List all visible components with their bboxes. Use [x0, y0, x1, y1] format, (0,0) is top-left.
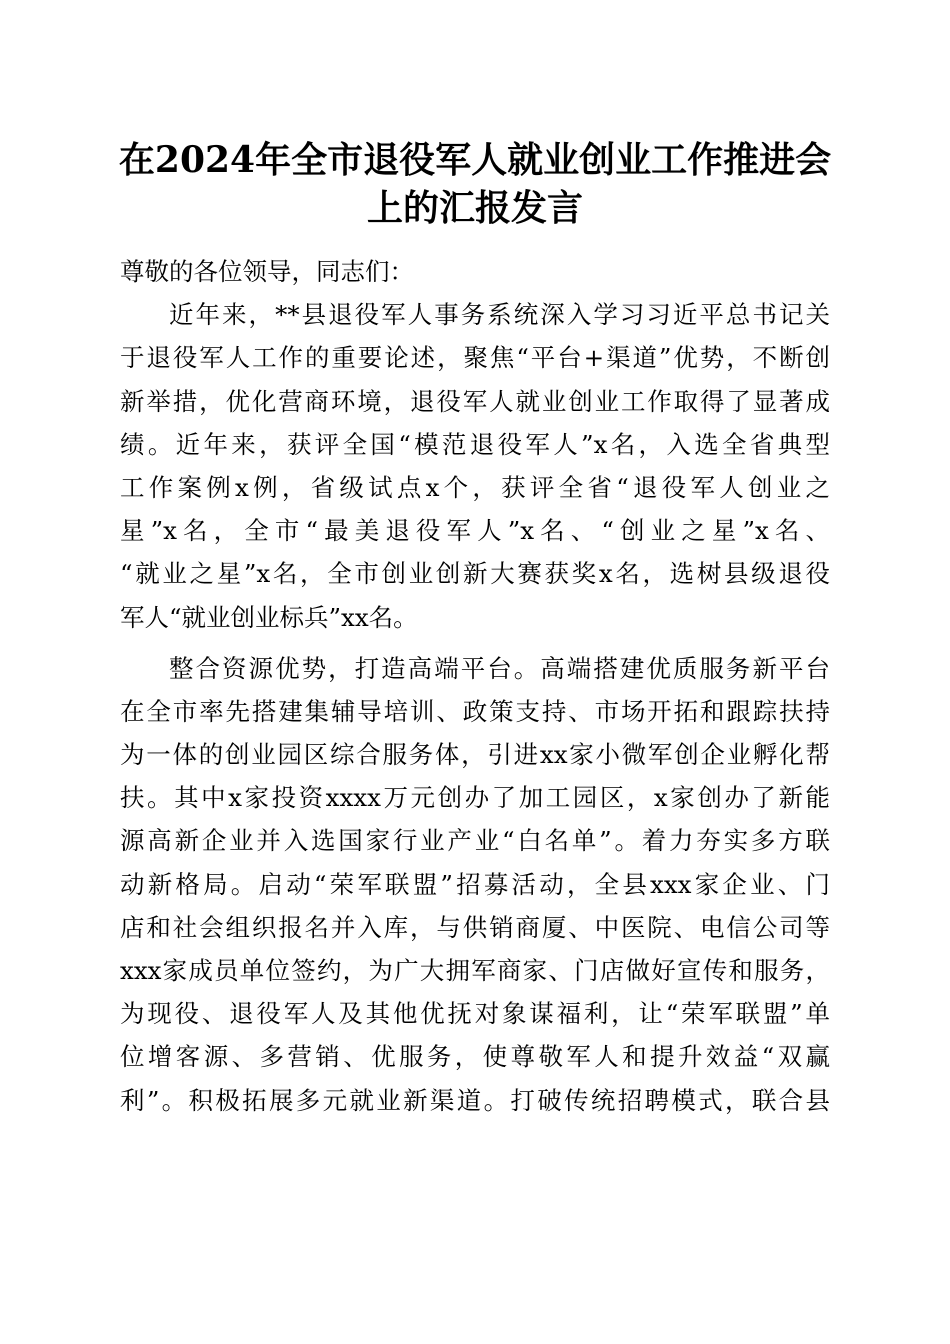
title-line: 在2024年全市退役军人就业创业工作推进会 [118, 139, 832, 181]
paragraph-line: 店和社会组织报名并入库，与供销商厦、中医院、电信公司等 [120, 912, 830, 942]
paragraph-line: 于退役军人工作的重要论述，聚焦“平台+渠道”优势，不断创 [120, 343, 830, 373]
paragraph-line: 星”x名，全市“最美退役军人”x名、“创业之星”x名、 [120, 516, 830, 546]
document-body [120, 250, 830, 1122]
paragraph-line: 军人“就业创业标兵”xx名。 [120, 602, 418, 632]
title-line: 上的汇报发言 [366, 187, 583, 229]
salutation: 尊敬的各位领导，同志们： [120, 257, 414, 286]
paragraph-line: “就业之星”x名，全市创业创新大赛获奖x名，选树县级退役 [120, 559, 830, 589]
paragraph-line: 整合资源优势，打造高端平台。高端搭建优质服务新平台 [169, 653, 830, 683]
paragraph-line: 在全市率先搭建集辅导培训、政策支持、市场开拓和跟踪扶持 [120, 696, 830, 726]
paragraph-line: 近年来，**县退役军人事务系统深入学习习近平总书记关 [169, 300, 830, 330]
paragraph-line: 绩。近年来，获评全国“模范退役军人”x名，入选全省典型 [120, 429, 830, 459]
paragraph-line: 动新格局。启动“荣军联盟”招募活动，全县xxx家企业、门 [120, 869, 830, 899]
paragraph-line: xxx家成员单位签约，为广大拥军商家、门店做好宣传和服务， [120, 956, 830, 985]
paragraph-line: 源高新企业并入选国家行业产业“白名单”。着力夯实多方联 [120, 826, 830, 856]
paragraph-line: 工作案例x例，省级试点x个，获评全省“退役军人创业之 [120, 472, 830, 502]
paragraph-line: 新举措，优化营商环境，退役军人就业创业工作取得了显著成 [120, 386, 830, 416]
paragraph-gap [120, 639, 830, 647]
paragraph-line: 位增客源、多营销、优服务，使尊敬军人和提升效益“双赢 [120, 1042, 830, 1072]
paragraph-line: 扶。其中x家投资xxxx万元创办了加工园区，x家创办了新能 [120, 783, 830, 813]
paragraph-line: 为现役、退役军人及其他优抚对象谋福利，让“荣军联盟”单 [120, 999, 830, 1029]
document-title [100, 136, 850, 232]
paragraph-line: 利”。积极拓展多元就业新渠道。打破传统招聘模式，联合县 [120, 1085, 830, 1115]
paragraph-line: 为一体的创业园区综合服务体，引进xx家小微军创企业孵化帮 [120, 740, 830, 770]
